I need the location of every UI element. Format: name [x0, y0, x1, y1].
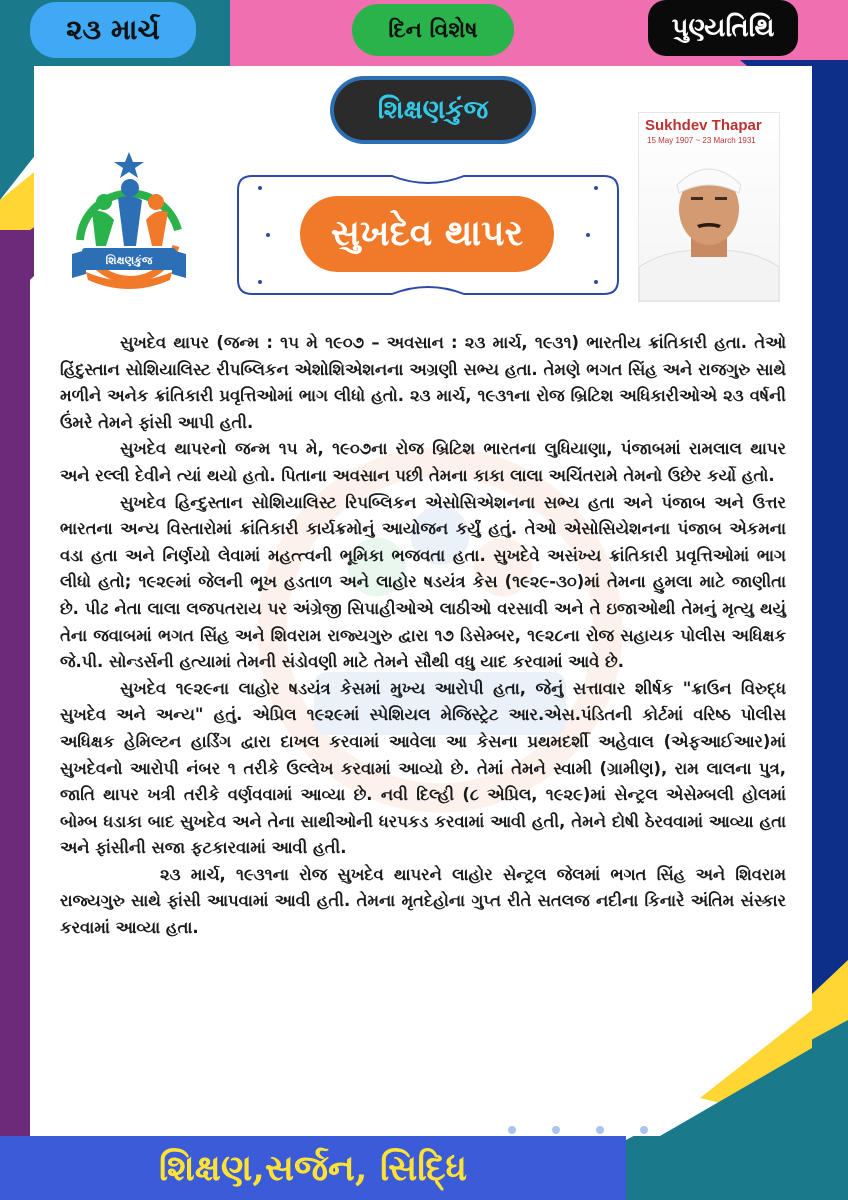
page-title: સુખદેવ થાપર: [330, 213, 524, 254]
brand-badge: [330, 76, 536, 144]
category-badge: [352, 4, 514, 56]
decor-dot: [552, 1126, 560, 1134]
portrait-image: [638, 112, 780, 302]
type-label: પુણ્યતિથિ: [671, 12, 775, 43]
decor-dot: [508, 1126, 516, 1134]
paragraph-activities: સુખદેવ હિન્દુસ્તાન સોશિયાલિસ્ટ રિપબ્લિકન એસોસિએશનના સભ્ય હતા અને પંજાબ અને ઉત્તર ભારતના અન્ય વિસ્તારોમાં ક્રાંતિકારી કાર્યક્રમોનું આયોજન કર્યું હતું. તેઓ એસોસિયેશનના પંજાબ એકમના વડા હતા અને નિર્ણયો લેવામાં મહત્ત્વની ભૂમિકા ભજવતા હતા. સુખદેવે અસંખ્ય ક્રાંતિકારી પ્રવૃત્તિઓમાં ભાગ લીધો હતો; ૧૯૨૯માં જેલની ભૂખ હડતાળ અને લાહોર ષડયંત્ર કેસ (૧૯૨૯-૩૦)માં તેમના હુમલા માટે જાણીતા છે. પીઢ નેતા લાલા લજપતરાય પર અંગ્રેજી સિપાહીઓએ લાઠીઓ વરસાવી અને તે ઇજાઓથી તેમનું મૃત્યુ થયું તેના જવાબમાં ભગત સિંહ અને શિવરામ રાજ્યગુરુ દ્વારા ૧૭ ડિસેમ્બર, ૧૯૨૮ના રોજ સહાયક પોલીસ અધિક્ષક જે.પી. સોન્ડર્સની હત્યામાં તેમની સંડોવણી માટે તેમને સૌથી વધુ યાદ કરવામાં આવે છે.: [60, 492, 786, 672]
title-badge: [300, 196, 554, 272]
paragraph-birth: સુખદેવ થાપરનો જન્મ ૧૫ મે, ૧૯૦૭ના રોજ બ્રિટિશ ભારતના લુધિયાણા, પંજાબમાં રામલાલ થાપર અને રલ્લી દેવીને ત્યાં થયો હતો. પિતાના અવસાન પછી તેમના કાકા લાલા અચિંતરામે તેમનો ઉછેર કર્યો હતો.: [60, 439, 786, 485]
category-label: દિન વિશેષ: [388, 17, 478, 43]
logo-text: શિક્ષણકુંજ: [105, 254, 153, 267]
shikshankunj-logo: [66, 150, 192, 300]
date-label: ૨૩ માર્ચ: [66, 13, 160, 46]
footer-slogan: શિક્ષણ,સર્જન, સિદ્ધિ: [158, 1146, 468, 1189]
article-body: [60, 330, 786, 942]
portrait-name: Sukhdev Thapar: [645, 117, 762, 134]
paragraph-intro: સુખદેવ થાપર (જન્મ : ૧૫ મે ૧૯૦૭ – અવસાન : ૨૩ માર્ચ, ૧૯૩૧) ભારતીય ક્રાંતિકારી હતા. તેઓ હિંદુસ્તાન સોશિયાલિસ્ટ રીપબ્લિકન એશોશિએશનના અગ્રણી સભ્ય હતા. તેમણે ભગત સિંહ અને રાજગુરુ સાથે મળીને અનેક ક્રાંતિકારી પ્રવૃત્તિઓમાં ભાગ લીધો હતો. ૨૩ માર્ચ, ૧૯૩૧ના રોજ બ્રિટિશ અધિકારીઓએ ૨૩ વર્ષની ઉંમરે તેમને ફાંસી આપી હતી.: [60, 333, 786, 432]
decor-dot: [640, 1126, 648, 1134]
date-badge: [30, 2, 196, 58]
paragraph-trial: સુખદેવ ૧૯૨૯ના લાહોર ષડયંત્ર કેસમાં મુખ્ય આરોપી હતા, જેનું સત્તાવાર શીર્ષક "ક્રાઉન વિરુદ્ધ સુખદેવ અને અન્ય" હતું. એપ્રિલ ૧૯૨૯માં સ્પેશિયલ મેજિસ્ટ્રેટ આર.એસ.પંડિતની કોર્ટમાં વરિષ્ઠ પોલીસ અધિક્ષક હેમિલ્ટન હાર્ડિંગ દ્વારા દાખલ કરવામાં આવેલા આ કેસના પ્રથમદર્શી અહેવાલ (એફઆઈઆર)માં સુખદેવનો આરોપી નંબર ૧ તરીકે ઉલ્લેખ કરવામાં આવ્યો છે. તેમાં તેમને સ્વામી (ગ્રામીણ), રામ લાલના પુત્ર, જાતિ થાપર ખત્રી તરીકે વર્ણવવામાં આવ્યા છે. નવી દિલ્હી (૮ એપ્રિલ, ૧૯૨૯)માં સેન્ટ્રલ એસેમ્બલી હોલમાં બોમ્બ ધડાકા બાદ સુખદેવ અને તેના સાથીઓની ધરપકડ કરવામાં આવી હતી, તેમને દોષી ઠેરવવામાં આવ્યા હતા અને ફાંસીની સજા ફટકારવામાં આવી હતી.: [60, 678, 786, 858]
portrait-figure: [639, 147, 779, 301]
portrait-dates: 15 May 1907 ~ 23 March 1931: [647, 136, 756, 145]
brand-name: શિક્ષણકુંજ: [377, 94, 489, 125]
footer-bar: [0, 1136, 626, 1200]
decor-dot: [596, 1126, 604, 1134]
type-badge: [648, 0, 798, 56]
paragraph-death: ૨૩ માર્ચ, ૧૯૩૧ના રોજ સુખદેવ થાપરને લાહોર સેન્ટ્રલ જેલમાં ભગત સિંહ અને શિવરામ રાજ્યગુરુ સાથે ફાંસી આપવામાં આવી હતી. તેમના મૃતદેહોના ગુપ્ત રીતે સતલજ નદીના કિનારે અંતિમ સંસ્કાર કરવામાં આવ્યા હતા.: [60, 864, 786, 938]
